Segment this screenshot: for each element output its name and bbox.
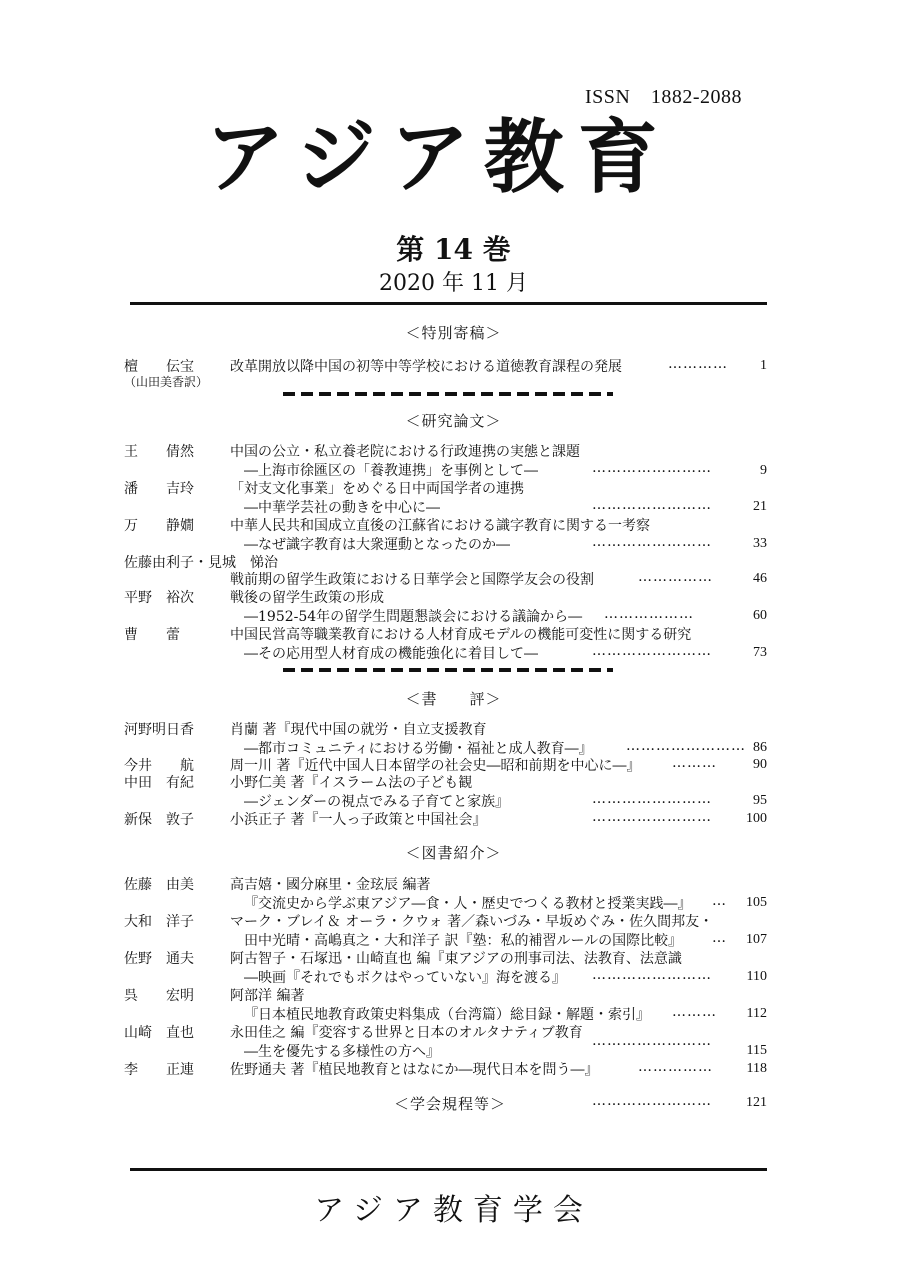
toc-page-number: 33	[753, 536, 767, 551]
toc-leader-dots: ……………………	[592, 809, 712, 825]
issn-number: ISSN 1882-2088	[585, 86, 743, 108]
toc-page-number: 86	[753, 740, 767, 755]
toc-leader-dots: ……………………	[592, 497, 712, 513]
toc-subtitle: 田中光晴・高嶋真之・大和洋子 訳『塾：私的補習ルールの国際比較』	[244, 933, 683, 949]
toc-subtitle: ―映画『それでもボクはやっていない』海を渡る』	[244, 970, 566, 986]
toc-title: 中国民営高等職業教育における人材育成モデルの機能可変性に関する研究	[230, 627, 692, 643]
section-divider	[283, 392, 613, 396]
volume-number: 第 14 巻	[396, 233, 511, 266]
section-divider	[283, 668, 613, 672]
toc-subtitle: ―中華学芸社の動きを中心に―	[244, 500, 440, 516]
toc-leader-dots: ……………	[638, 569, 713, 585]
toc-author: 新保 敦子	[124, 812, 194, 828]
toc-title: 小浜正子 著『一人っ子政策と中国社会』	[230, 812, 487, 828]
toc-author: 佐藤由利子・見城 悌治	[124, 555, 278, 571]
toc-title: 中国の公立・私立養老院における行政連携の実態と課題	[230, 444, 580, 460]
toc-author: 河野明日香	[124, 722, 194, 738]
toc-leader-dots: ……………………	[592, 791, 712, 807]
toc-author: 万 静嫺	[124, 518, 194, 534]
toc-author: 佐野 通夫	[124, 951, 194, 967]
section-title-reviews: ＜書 評＞	[405, 690, 502, 708]
toc-page-number: 118	[746, 1061, 767, 1076]
toc-author: 佐藤 由美	[124, 877, 194, 893]
toc-subtitle: ―生を優先する多様性の方へ』	[244, 1044, 440, 1060]
toc-title: 改革開放以降中国の初等中等学校における道徳教育課程の発展	[230, 359, 622, 375]
toc-author: 李 正連	[124, 1062, 194, 1078]
toc-author: 平野 裕次	[124, 590, 194, 606]
toc-leader-dots: ……………………	[592, 460, 712, 476]
toc-subtitle: 『日本植民地教育政策史料集成（台湾篇）総目録・解題・索引』	[244, 1007, 650, 1023]
toc-author: 曹 蕾	[124, 627, 180, 643]
toc-subtitle: ―その応用型人材育成の機能強化に着目して―	[244, 646, 538, 662]
toc-translator: （山田美香訳）	[124, 375, 209, 389]
toc-title: 永田佳之 編『変容する世界と日本のオルタナティブ教育	[230, 1025, 583, 1041]
toc-title: 佐野通夫 著『植民地教育とはなにか―現代日本を問う―』	[230, 1062, 599, 1078]
toc-leader-dots: ………	[672, 755, 717, 771]
toc-title: 戦後の留学生政策の形成	[230, 590, 384, 606]
toc-subtitle: ―1952-54年の留学生問題懇談会における議論から―	[244, 609, 583, 625]
toc-subtitle: ―ジェンダーの視点でみる子育てと家族』	[244, 794, 510, 810]
toc-page-number: 73	[753, 645, 767, 660]
toc-author: 呉 宏明	[124, 988, 194, 1004]
toc-author: 王 倩然	[124, 444, 194, 460]
journal-title: アジア教育	[205, 111, 672, 204]
toc-title: 小野仁美 著『イスラーム法の子ども観	[230, 775, 473, 791]
toc-author: 中田 有紀	[124, 775, 194, 791]
toc-leader-dots: ……………………	[592, 643, 712, 659]
toc-title: 阿古智子・石塚迅・山崎直也 編『東アジアの刑事司法、法教育、法意識	[230, 951, 682, 967]
toc-subtitle: ―上海市徐匯区の「養教連携」を事例として―	[244, 463, 538, 479]
toc-author: 山崎 直也	[124, 1025, 194, 1041]
toc-page-number: 107	[746, 932, 767, 947]
toc-leader-dots: ……………	[638, 1059, 713, 1075]
toc-subtitle: ―なぜ識字教育は大衆運動となったのか―	[244, 537, 510, 553]
toc-title: 「対支文化事業」をめぐる日中両国学者の連携	[230, 481, 524, 497]
publisher-name: アジア教育学会	[314, 1193, 593, 1228]
section-title-rules: ＜学会規程等＞	[394, 1095, 507, 1113]
toc-page-number: 46	[753, 571, 767, 586]
toc-title: 周一川 著『近代中国人日本留学の社会史―昭和前期を中心に―』	[230, 758, 641, 774]
toc-page-number: 121	[746, 1095, 767, 1110]
section-title-books: ＜図書紹介＞	[405, 844, 502, 862]
toc-subtitle: ―都市コミュニティにおける労働・福祉と成人教育―』	[244, 741, 593, 757]
toc-title: 肖蘭 著『現代中国の就労・自立支援教育	[230, 722, 487, 738]
toc-author: 檀 伝宝	[124, 359, 194, 375]
toc-page-number: 95	[753, 793, 767, 808]
toc-title: 阿部洋 編著	[230, 988, 305, 1004]
toc-title: マーク・ブレイ＆ オーラ・クウォ 著／森いづみ・早坂めぐみ・佐久間邦友・	[230, 914, 714, 930]
toc-page-number: 9	[760, 463, 767, 478]
toc-leader-dots: ………………	[604, 606, 694, 622]
toc-page-number: 100	[746, 811, 767, 826]
toc-leader-dots: …………	[668, 356, 728, 372]
toc-page-number: 110	[746, 969, 767, 984]
toc-page-number: 60	[753, 608, 767, 623]
toc-title: 中華人民共和国成立直後の江蘇省における識字教育に関する一考察	[230, 518, 650, 534]
toc-page-number: 112	[746, 1006, 767, 1021]
toc-page-number: 90	[753, 757, 767, 772]
toc-title: 戦前期の留学生政策における日華学会と国際学友会の役割	[230, 572, 594, 588]
toc-page-number: 115	[746, 1043, 767, 1058]
toc-leader-dots: ……………………	[626, 738, 746, 754]
section-title-research: ＜研究論文＞	[405, 412, 502, 430]
toc-leader-dots: …	[712, 930, 727, 946]
toc-author: 今井 航	[124, 758, 194, 774]
toc-leader-dots: ……………………	[592, 1093, 712, 1109]
toc-page-number: 105	[746, 895, 767, 910]
issue-date: 2020 年 11 月	[379, 271, 528, 296]
toc-leader-dots: ……………………	[592, 967, 712, 983]
toc-leader-dots: ………	[672, 1004, 717, 1020]
section-title-special: ＜特別寄稿＞	[405, 324, 502, 342]
toc-page-number: 1	[760, 358, 767, 373]
toc-title: 高吉嬉・國分麻里・金玹辰 編著	[230, 877, 431, 893]
toc-leader-dots: ……………………	[592, 1033, 712, 1049]
toc-author: 潘 吉玲	[124, 481, 194, 497]
toc-leader-dots: ……………………	[592, 534, 712, 550]
toc-subtitle: 『交流史から学ぶ東アジア―食・人・歴史でつくる教材と授業実践―』	[244, 896, 692, 912]
bottom-rule	[130, 1168, 767, 1171]
toc-author: 大和 洋子	[124, 914, 194, 930]
toc-page-number: 21	[753, 499, 767, 514]
toc-leader-dots: …	[712, 893, 727, 909]
top-rule	[130, 302, 767, 305]
